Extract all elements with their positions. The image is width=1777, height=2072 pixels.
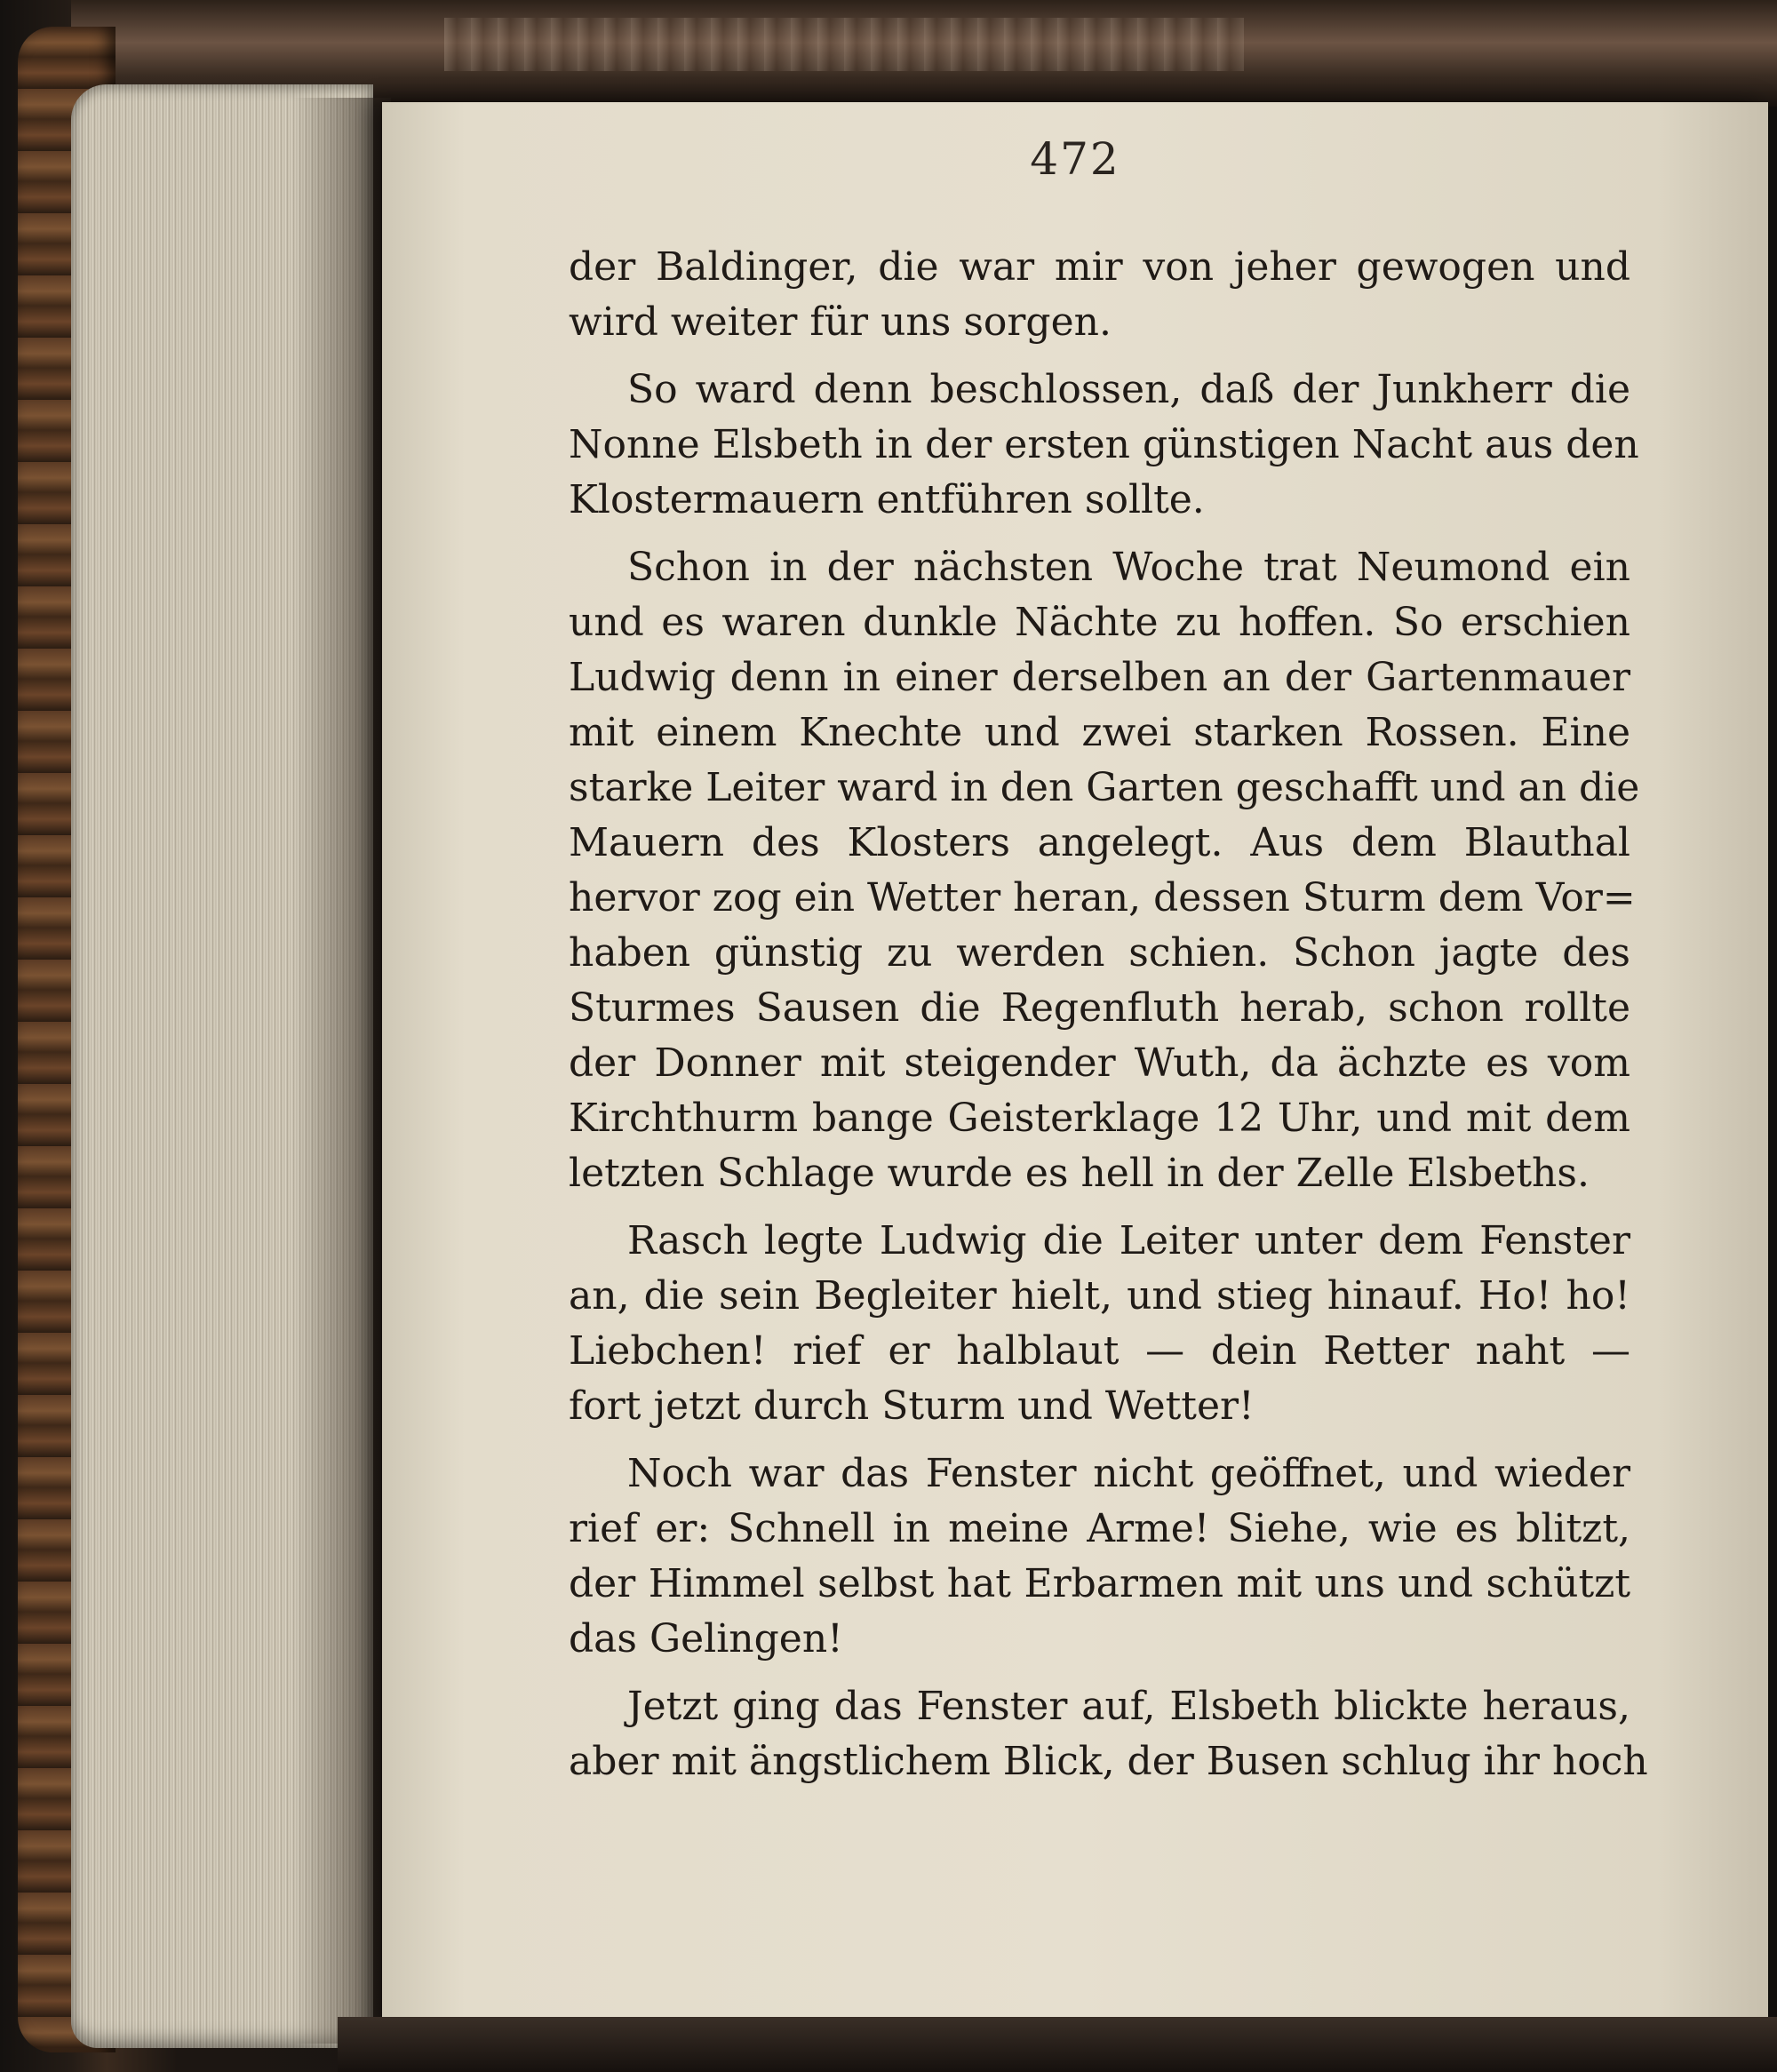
text-line: rief er: Schnell in meine Arme! Siehe, wie es blitzt, <box>569 1506 1630 1551</box>
paragraph <box>569 1214 1630 1434</box>
paragraph <box>569 1679 1648 1789</box>
text-line: der Donner mit steigender Wuth, da ächzte es vom <box>569 1040 1630 1086</box>
text-line: an, die sein Begleiter hielt, und stieg hinauf. Ho! ho! <box>569 1273 1630 1319</box>
text-line: Klostermauern entführen sollte. <box>569 477 1205 522</box>
text-line: und es waren dunkle Nächte zu hoffen. So erschien <box>569 600 1630 645</box>
text-line: starke Leiter ward in den Garten geschafft und an die <box>569 765 1640 810</box>
text-line: Liebchen! rief er halblaut — dein Retter naht — <box>569 1328 1630 1374</box>
text-line: Nonne Elsbeth in der ersten günstigen Nacht aus den <box>569 422 1639 467</box>
text-line: Ludwig denn in einer derselben an der Gartenmauer <box>569 655 1630 700</box>
paragraph <box>569 363 1639 528</box>
page-text <box>569 240 1648 1802</box>
text-line: Kirchthurm bange Geisterklage 12 Uhr, und mit dem <box>569 1096 1630 1141</box>
text-line: mit einem Knechte und zwei starken Rossen. Eine <box>569 710 1630 755</box>
text-line: Jetzt ging das Fenster auf, Elsbeth blickte heraus, <box>627 1684 1630 1729</box>
text-line: So ward denn beschlossen, daß der Junkherr die <box>627 367 1630 412</box>
text-line: letzten Schlage wurde es hell in der Zelle Elsbeths. <box>569 1151 1590 1196</box>
text-line: Rasch legte Ludwig die Leiter unter dem Fenster <box>627 1218 1630 1263</box>
text-line: Mauern des Klosters angelegt. Aus dem Blauthal <box>569 820 1630 865</box>
page-number: 472 <box>1030 133 1120 185</box>
book-bottom-edge <box>338 2017 1777 2072</box>
text-line: Sturmes Sausen die Regenfluth herab, schon rollte <box>569 985 1630 1031</box>
paragraph <box>569 240 1630 350</box>
text-line: fort jetzt durch Sturm und Wetter! <box>569 1383 1255 1429</box>
text-line: das Gelingen! <box>569 1616 843 1662</box>
text-line: wird weiter für uns sorgen. <box>569 299 1112 345</box>
cover-texture <box>444 18 1244 71</box>
text-line: Schon in der nächsten Woche trat Neumond ein <box>627 545 1630 590</box>
text-line: hervor zog ein Wetter heran, dessen Sturm dem Vor= <box>569 875 1636 920</box>
text-line: haben günstig zu werden schien. Schon jagte des <box>569 930 1630 976</box>
paragraph <box>569 540 1640 1201</box>
text-line: der Baldinger, die war mir von jeher gewogen und <box>569 244 1630 290</box>
gutter-shadow <box>293 98 391 2044</box>
paragraph <box>569 1446 1630 1667</box>
text-line: der Himmel selbst hat Erbarmen mit uns und schützt <box>569 1561 1630 1606</box>
text-line: aber mit ängstlichem Blick, der Busen schlug ihr hoch <box>569 1739 1648 1784</box>
text-line: Noch war das Fenster nicht geöffnet, und wieder <box>627 1451 1630 1496</box>
book-page <box>382 102 1768 2039</box>
